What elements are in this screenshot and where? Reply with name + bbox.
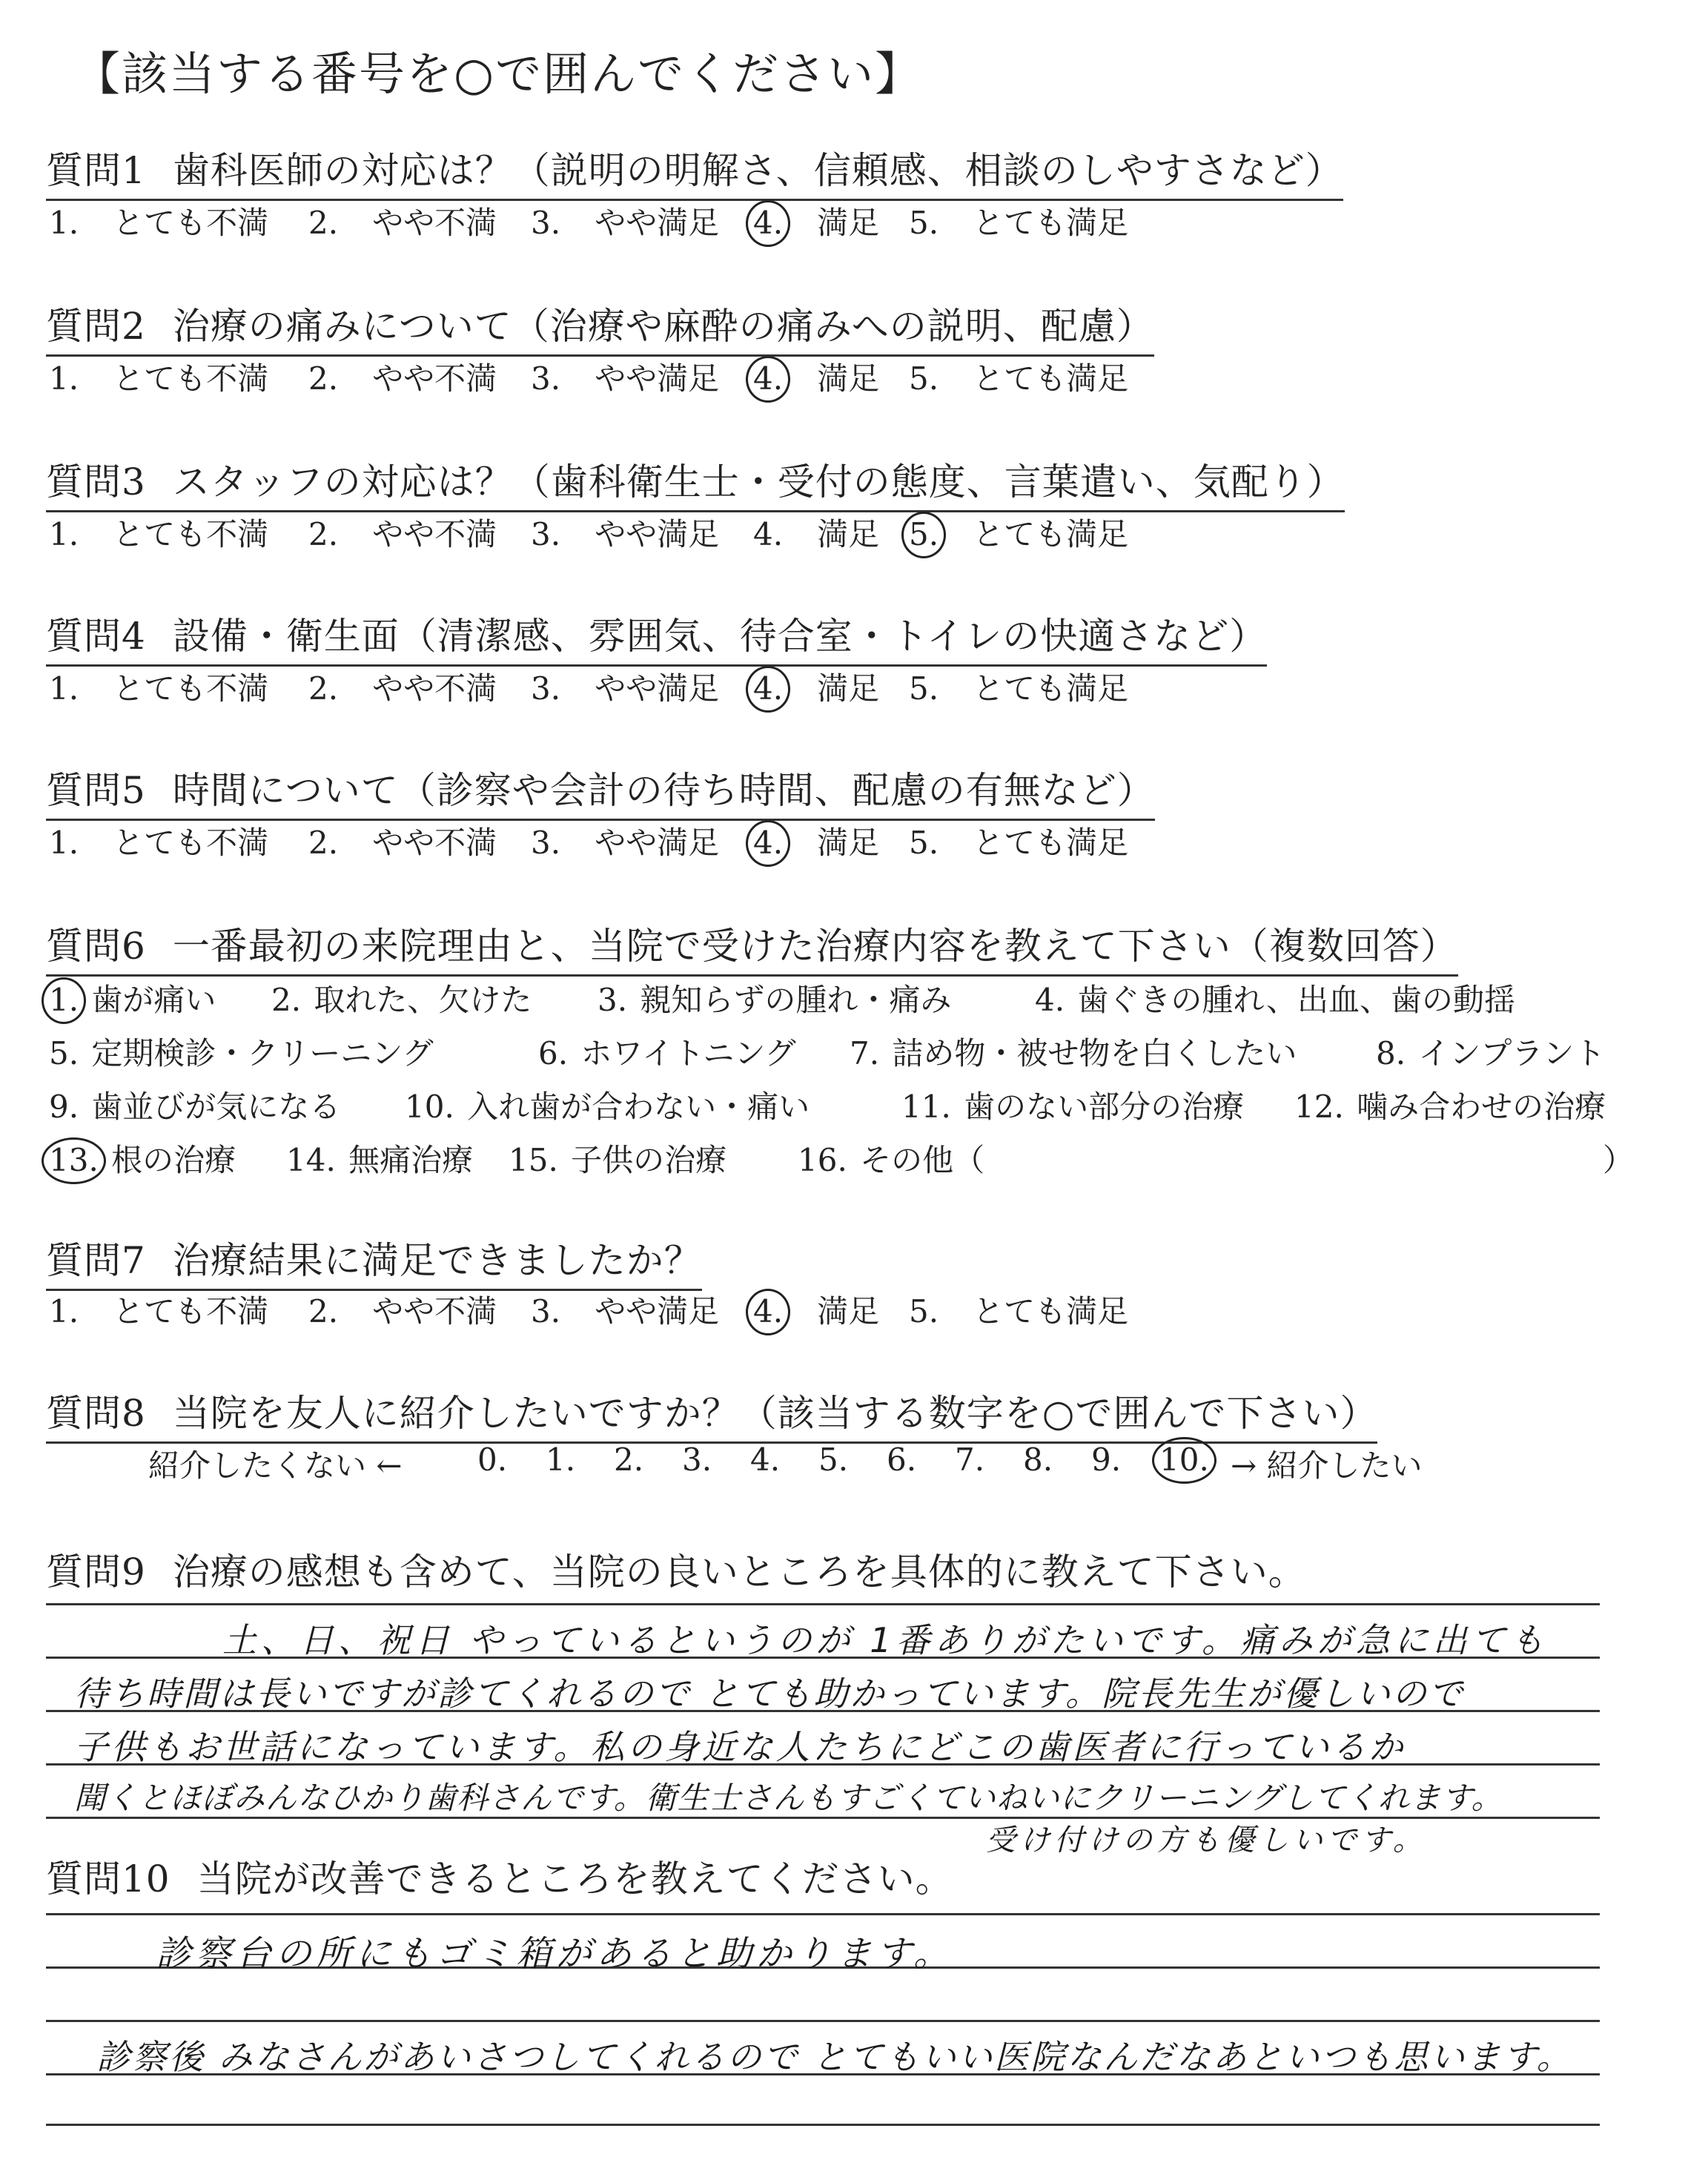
choice-label: 無痛治療 <box>338 1142 474 1178</box>
choice-5[interactable] <box>46 1029 434 1074</box>
choice-number: 11. <box>901 1089 951 1125</box>
question-2-title <box>46 297 1154 357</box>
question-text: 治療結果に満足できましたか？ <box>172 1239 702 1282</box>
choice-12[interactable] <box>1291 1083 1606 1127</box>
option-number: 4. <box>750 360 786 397</box>
option-number: 2. <box>308 825 339 861</box>
choice-label: 歯ぐきの腫れ、出血、歯の動揺 <box>1068 982 1515 1018</box>
choice-15[interactable] <box>506 1136 726 1180</box>
option-number: 4. <box>750 825 786 861</box>
scale-value-2[interactable] <box>611 1441 646 1478</box>
choice-16[interactable] <box>795 1136 984 1180</box>
option-label: やや不満 <box>341 360 497 397</box>
handwritten-answer-line: 聞くとほぼみんなひかり歯科さんです。衛生士さんもすごくていねいにクリーニングしてくれます。 <box>74 1780 1503 1816</box>
option-number: 5. <box>909 205 939 241</box>
option-label: とても満足 <box>941 670 1129 707</box>
handwritten-answer-line: 土、日、祝日 やっているというのが 1番ありがたいです。痛みが急に出ても <box>222 1620 1549 1660</box>
scale-value-7[interactable] <box>952 1441 987 1478</box>
handwritten-answer-line: 子供もお世話になっています。私の身近な人たちにどこの歯医者に行っているか <box>74 1727 1406 1767</box>
option-label: とても不満 <box>82 1293 269 1330</box>
option-number: 2. <box>308 516 339 552</box>
option-number: 1. <box>49 1293 79 1330</box>
option-label: 満足 <box>786 205 880 241</box>
choice-label: 歯のない部分の治療 <box>953 1089 1245 1125</box>
option-3[interactable] <box>528 1287 719 1332</box>
option-number: 1. <box>49 516 79 552</box>
option-label: とても満足 <box>941 516 1129 552</box>
question-number: 質問1 <box>46 149 146 192</box>
option-label: やや不満 <box>341 825 497 861</box>
question-number: 質問8 <box>46 1392 146 1435</box>
option-2[interactable] <box>305 819 497 863</box>
question-text: 当院が改善できるところを教えてください。 <box>196 1857 953 1900</box>
choice-label: 歯並びが気になる <box>82 1089 341 1125</box>
scale-number: 3. <box>682 1441 712 1478</box>
question-number: 質問2 <box>46 305 146 348</box>
scale-value-0[interactable] <box>474 1441 510 1478</box>
choice-10[interactable] <box>402 1083 810 1127</box>
choice-number: 10. <box>405 1089 454 1125</box>
option-5[interactable] <box>906 510 1128 555</box>
option-label: とても不満 <box>82 670 269 707</box>
question-text: 治療の感想も含めて、当院の良いところを具体的に教えて下さい。 <box>172 1550 1306 1593</box>
scale-number: 6. <box>887 1441 917 1478</box>
option-label: やや不満 <box>341 516 497 552</box>
question-text: 時間について（診察や会計の待ち時間、配慮の有無など） <box>172 769 1155 812</box>
scale-right-label: → 紹介したい <box>1231 1447 1423 1484</box>
option-number: 2. <box>308 1293 339 1330</box>
choice-label: 歯が痛い <box>82 982 216 1018</box>
choice-7[interactable] <box>847 1029 1297 1074</box>
option-number: 5. <box>909 825 939 861</box>
question-number: 質問7 <box>46 1239 146 1282</box>
choice-label: 取れた、欠けた <box>304 982 532 1018</box>
option-4[interactable] <box>750 819 879 863</box>
option-number: 1. <box>49 670 79 707</box>
question-10-title <box>46 1849 953 1907</box>
question-text: 設備・衛生面（清潔感、雰囲気、待合室・トイレの快適さなど） <box>172 615 1268 658</box>
option-1[interactable] <box>46 510 268 555</box>
question-number: 質問4 <box>46 615 146 658</box>
question-1-title <box>46 141 1343 201</box>
choice-number: 13. <box>46 1142 102 1178</box>
option-number: 5. <box>906 516 941 552</box>
option-1[interactable] <box>46 354 268 399</box>
option-label: やや満足 <box>563 360 720 397</box>
option-number: 3. <box>531 516 561 552</box>
scale-value-6[interactable] <box>884 1441 919 1478</box>
option-label: とても満足 <box>941 360 1129 397</box>
scale-value-1[interactable] <box>543 1441 578 1478</box>
choice-label: インプラント <box>1409 1035 1606 1071</box>
question-text: スタッフの対応は？（歯科衛生士・受付の態度、言葉遣い、気配り） <box>172 460 1345 503</box>
option-5[interactable] <box>906 664 1128 709</box>
scale-value-3[interactable] <box>679 1441 715 1478</box>
option-2[interactable] <box>305 1287 497 1332</box>
option-number: 2. <box>308 205 339 241</box>
option-number: 3. <box>531 205 561 241</box>
choice-number: 1. <box>46 982 82 1018</box>
option-label: やや満足 <box>563 1293 720 1330</box>
option-4[interactable] <box>750 510 879 555</box>
option-label: とても不満 <box>82 360 269 397</box>
question-number: 質問9 <box>46 1550 146 1593</box>
option-number: 5. <box>909 1293 939 1330</box>
scale-number: 4. <box>750 1441 781 1478</box>
question-number: 質問6 <box>46 925 146 968</box>
scale-number: 9. <box>1091 1441 1122 1478</box>
option-3[interactable] <box>528 819 719 863</box>
option-label: やや満足 <box>563 825 720 861</box>
choice-number: 8. <box>1376 1035 1406 1071</box>
option-4[interactable] <box>750 1287 879 1332</box>
choice-9[interactable] <box>46 1083 340 1127</box>
question-9-title <box>46 1542 1306 1600</box>
choice-number: 2. <box>271 982 302 1018</box>
question-number: 質問3 <box>46 460 146 503</box>
option-3[interactable] <box>528 354 719 399</box>
choice-number: 12. <box>1294 1089 1344 1125</box>
question-number: 質問5 <box>46 769 146 812</box>
handwritten-answer-line: 受け付けの方も優しいです。 <box>986 1823 1427 1857</box>
choice-number: 9. <box>49 1089 79 1125</box>
option-label: 満足 <box>786 516 880 552</box>
option-number: 1. <box>49 825 79 861</box>
option-label: 満足 <box>786 825 880 861</box>
option-5[interactable] <box>906 1287 1128 1332</box>
option-label: とても満足 <box>941 1293 1129 1330</box>
handwritten-answer-line: 診察後 みなさんがあいさつしてくれるので とてもいい医院なんだなあといつも思います。 <box>96 2037 1573 2077</box>
question-text: 一番最初の来院理由と、当院で受けた治療内容を教えて下さい（複数回答） <box>172 925 1458 968</box>
option-number: 1. <box>49 205 79 241</box>
option-number: 3. <box>531 360 561 397</box>
option-number: 5. <box>909 360 939 397</box>
answer-line <box>46 1913 1600 1915</box>
question-5-title <box>46 761 1155 821</box>
option-number: 2. <box>308 360 339 397</box>
option-3[interactable] <box>528 199 719 243</box>
instruction-heading: 【該当する番号を○で囲んでください】 <box>74 47 923 101</box>
question-6-title <box>46 916 1458 977</box>
option-label: 満足 <box>786 360 880 397</box>
question-3-title <box>46 452 1345 512</box>
other-close-paren: ） <box>1603 1142 1635 1178</box>
choice-number: 7. <box>850 1035 880 1071</box>
scale-value-10[interactable] <box>1156 1441 1212 1478</box>
option-label: とても不満 <box>82 825 269 861</box>
scale-number: 1. <box>546 1441 576 1478</box>
option-label: とても不満 <box>82 205 269 241</box>
option-1[interactable] <box>46 199 268 243</box>
question-text: 治療の痛みについて（治療や麻酔の痛みへの説明、配慮） <box>172 305 1154 348</box>
choice-14[interactable] <box>283 1136 473 1180</box>
option-3[interactable] <box>528 510 719 555</box>
choice-label: 詰め物・被せ物を白くしたい <box>882 1035 1297 1071</box>
choice-label: 根の治療 <box>101 1142 236 1178</box>
option-4[interactable] <box>750 664 879 709</box>
choice-label: 子供の治療 <box>560 1142 727 1178</box>
option-label: とても不満 <box>82 516 269 552</box>
option-number: 3. <box>531 825 561 861</box>
scale-value-9[interactable] <box>1088 1441 1124 1478</box>
answer-line <box>46 1603 1600 1605</box>
scale-value-8[interactable] <box>1020 1441 1056 1478</box>
choice-number: 4. <box>1035 982 1065 1018</box>
option-number: 4. <box>750 670 786 707</box>
answer-line <box>46 2020 1600 2022</box>
choice-number: 15. <box>509 1142 558 1178</box>
choice-number: 14. <box>286 1142 336 1178</box>
choice-8[interactable] <box>1373 1029 1605 1074</box>
option-label: やや満足 <box>563 516 720 552</box>
option-1[interactable] <box>46 1287 268 1332</box>
choice-number: 16. <box>798 1142 847 1178</box>
scale-number: 8. <box>1023 1441 1053 1478</box>
option-label: やや不満 <box>341 205 497 241</box>
option-number: 4. <box>753 516 784 552</box>
choice-number: 6. <box>538 1035 569 1071</box>
option-number: 3. <box>531 670 561 707</box>
choice-label: 入れ歯が合わない・痛い <box>457 1089 810 1125</box>
option-5[interactable] <box>906 819 1128 863</box>
choice-3[interactable] <box>595 976 951 1020</box>
option-5[interactable] <box>906 199 1128 243</box>
choice-number: 3. <box>598 982 628 1018</box>
option-number: 3. <box>531 1293 561 1330</box>
option-label: 満足 <box>786 670 880 707</box>
choice-label: 定期検診・クリーニング <box>82 1035 434 1071</box>
option-label: やや不満 <box>341 1293 497 1330</box>
handwritten-answer-line: 診察台の所にもゴミ箱があると助かります。 <box>156 1933 954 1975</box>
choice-label: その他（ <box>850 1142 985 1178</box>
question-text: 当院を友人に紹介したいですか？（該当する数字を○で囲んで下さい） <box>172 1392 1378 1435</box>
scale-number: 2. <box>614 1441 644 1478</box>
option-label: 満足 <box>786 1293 880 1330</box>
option-2[interactable] <box>305 354 497 399</box>
option-1[interactable] <box>46 664 268 709</box>
handwritten-answer-line: 待ち時間は長いですが診てくれるので とても助かっています。院長先生が優しいので <box>74 1674 1465 1714</box>
option-number: 4. <box>750 205 786 241</box>
option-label: やや満足 <box>563 670 720 707</box>
option-3[interactable] <box>528 664 719 709</box>
option-5[interactable] <box>906 354 1128 399</box>
option-label: やや不満 <box>341 670 497 707</box>
question-8-title <box>46 1384 1377 1444</box>
choice-label: 親知らずの腫れ・痛み <box>630 982 952 1018</box>
scale-number: 7. <box>955 1441 985 1478</box>
question-4-title <box>46 607 1267 667</box>
scale-number: 0. <box>477 1441 508 1478</box>
option-label: やや満足 <box>563 205 720 241</box>
choice-11[interactable] <box>898 1083 1244 1127</box>
option-number: 2. <box>308 670 339 707</box>
option-2[interactable] <box>305 199 497 243</box>
option-4[interactable] <box>750 199 879 243</box>
option-4[interactable] <box>750 354 879 399</box>
choice-4[interactable] <box>1032 976 1515 1020</box>
option-2[interactable] <box>305 510 497 555</box>
choice-2[interactable] <box>268 976 532 1020</box>
option-2[interactable] <box>305 664 497 709</box>
answer-line <box>46 2124 1600 2126</box>
question-text: 歯科医師の対応は？（説明の明解さ、信頼感、相談のしやすさなど） <box>172 149 1343 192</box>
scale-number: 5. <box>818 1441 849 1478</box>
scale-value-5[interactable] <box>815 1441 851 1478</box>
option-1[interactable] <box>46 819 268 863</box>
question-number: 質問10 <box>46 1857 171 1900</box>
choice-number: 5. <box>49 1035 79 1071</box>
option-number: 5. <box>909 670 939 707</box>
scale-value-4[interactable] <box>747 1441 783 1478</box>
option-label: とても満足 <box>941 205 1129 241</box>
choice-13[interactable] <box>46 1136 236 1180</box>
choice-label: 噛み合わせの治療 <box>1346 1089 1606 1125</box>
choice-1[interactable] <box>46 976 216 1020</box>
scale-left-label: 紹介したくない ← <box>148 1447 403 1484</box>
choice-6[interactable] <box>535 1029 796 1074</box>
question-7-title <box>46 1231 702 1291</box>
option-number: 1. <box>49 360 79 397</box>
choice-label: ホワイトニング <box>571 1035 796 1071</box>
option-label: とても満足 <box>941 825 1129 861</box>
scale-number: 10. <box>1156 1441 1212 1478</box>
option-number: 4. <box>750 1293 786 1330</box>
